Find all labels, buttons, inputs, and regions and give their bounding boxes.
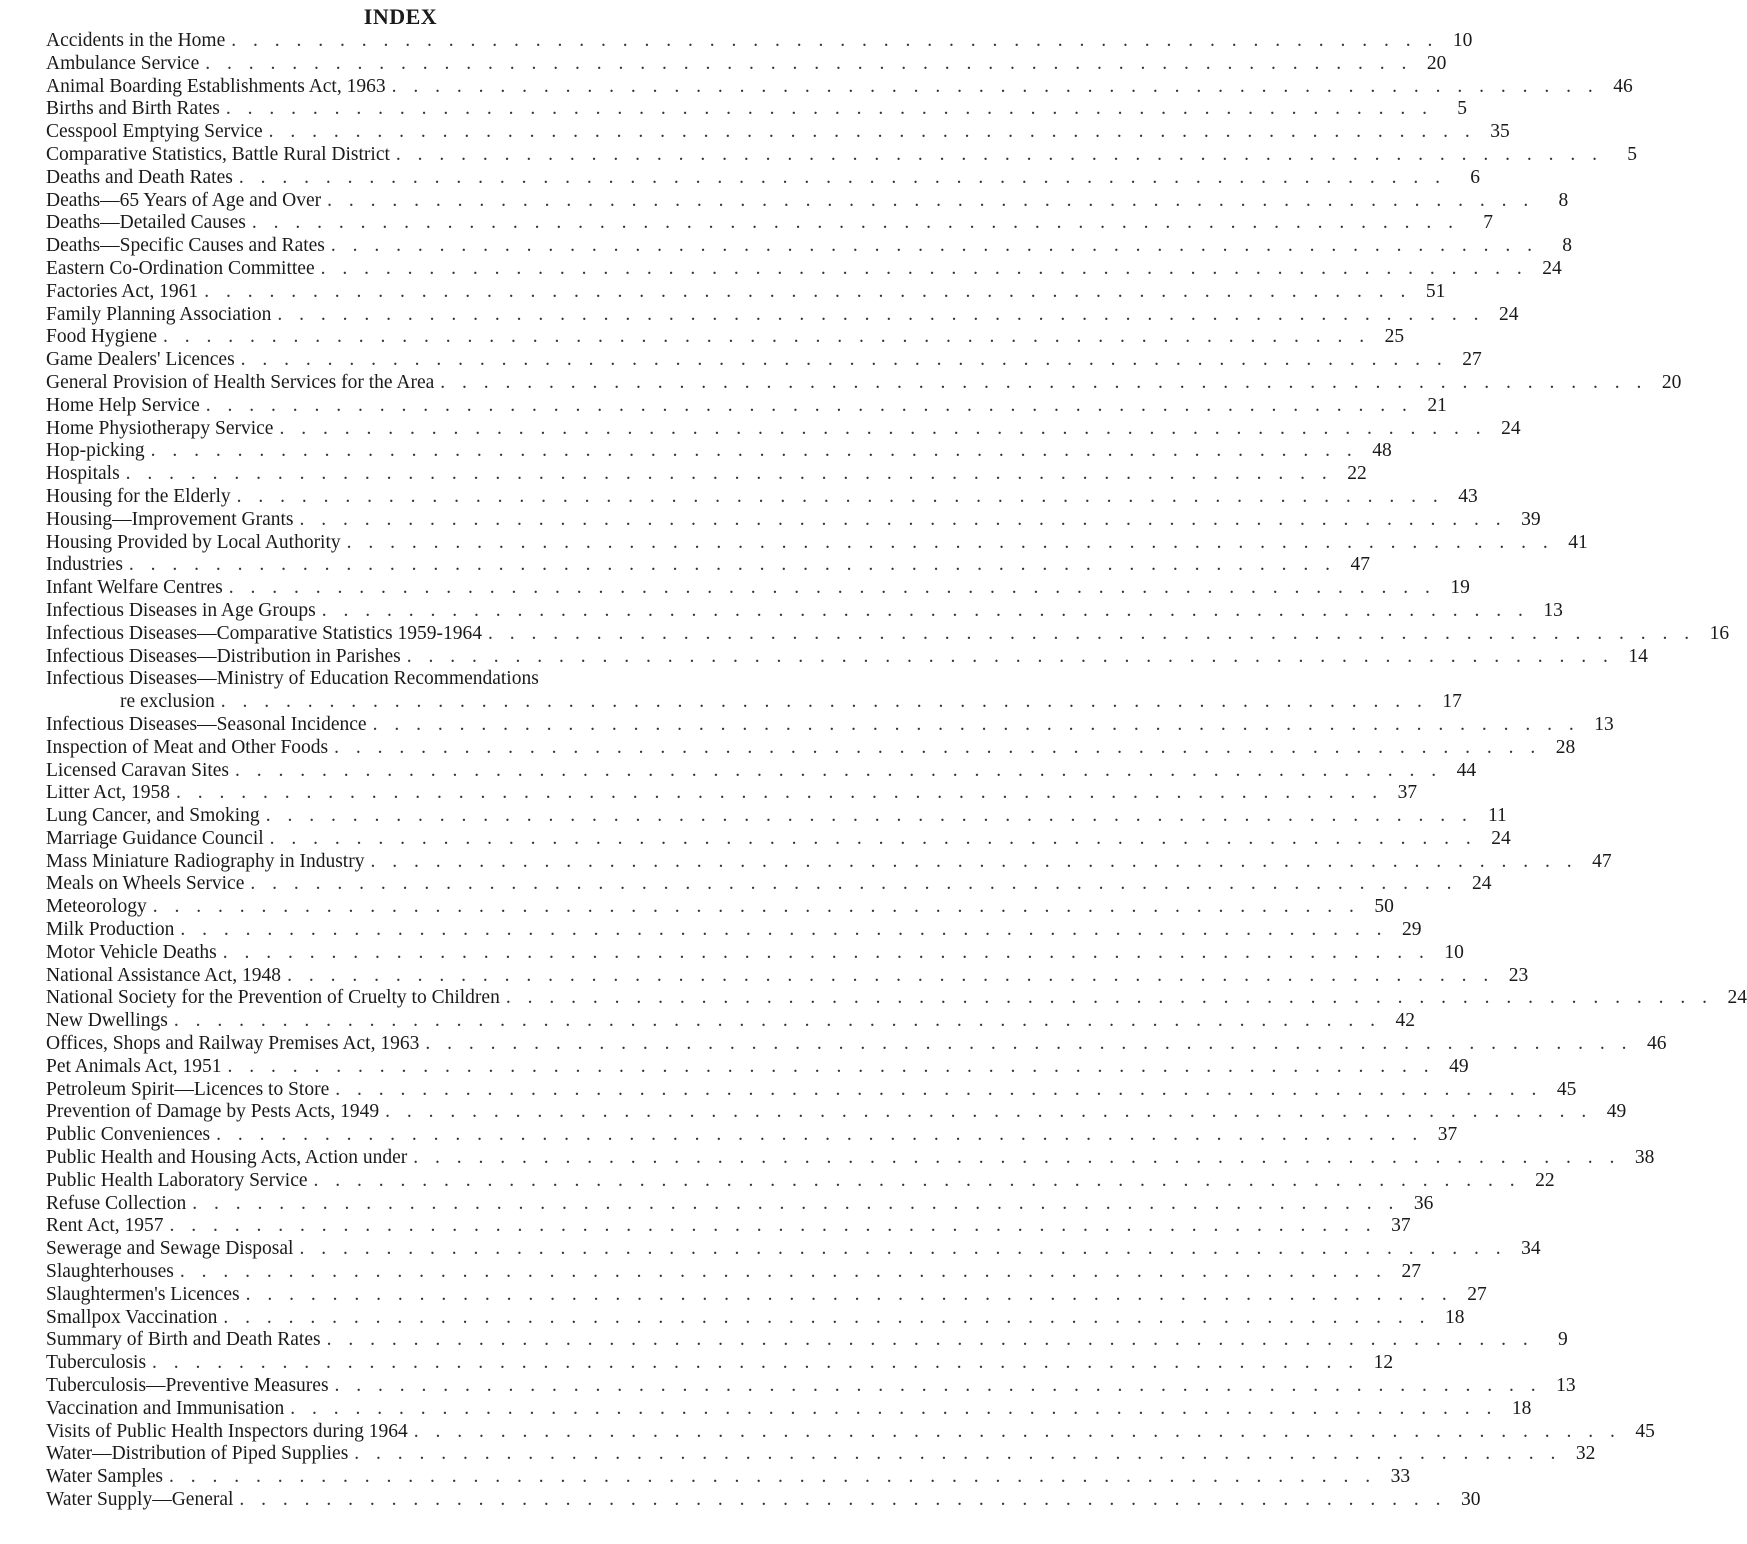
entry-page-number: 23 (1508, 964, 1529, 986)
entry-label: Comparative Statistics, Battle Rural District (46, 143, 390, 165)
index-entry (46, 485, 1478, 509)
entry-label: Inspection of Meat and Other Foods (46, 736, 329, 758)
dot-leader: . . . . . . . . . . . . . . . . . . . . . . . . . . . . . . . . . . . . . . . . . . . . . . . . . . . . . . . . (225, 98, 1433, 120)
entry-label: Deaths—65 Years of Age and Over (46, 189, 322, 211)
dot-leader: . . . . . . . . . . . . . . . . . . . . . . . . . . . . . . . . . . . . . . . . . . . . . . . . . . . . . . . . (227, 1055, 1435, 1077)
entry-page-number: 27 (1467, 1283, 1487, 1305)
entry-label: National Society for the Prevention of Cruelty to Children (46, 987, 500, 1009)
index-entry (46, 1466, 1411, 1489)
index-entry (46, 417, 1521, 441)
entry-label: Housing for the Elderly (46, 485, 231, 507)
index-entry (46, 1124, 1458, 1147)
index-entry (46, 1261, 1421, 1284)
entry-page-number: 9 (1557, 1329, 1568, 1351)
entry-label: Infectious Diseases—Ministry of Education Recommendations (46, 668, 539, 690)
index-entry (46, 508, 1541, 532)
entry-page-number: 11 (1488, 805, 1507, 827)
entry-page-number: 35 (1490, 121, 1510, 143)
dot-leader: . . . . . . . . . . . . . . . . . . . . . . . . . . . . . . . . . . . . . . . . . . . . . . . . . . . . . . . . (268, 121, 1476, 143)
dot-leader: . . . . . . . . . . . . . . . . . . . . . . . . . . . . . . . . . . . . . . . . . . . . . . . . . . . . . . . . (406, 645, 1614, 667)
index-entry (46, 440, 1392, 463)
entry-page-number: 8 (1558, 189, 1569, 211)
dot-leader: . . . . . . . . . . . . . . . . . . . . . . . . . . . . . . . . . . . . . . . . . . . . . . . . . . . . . . . . (223, 1306, 1431, 1328)
dot-leader: . . . . . . . . . . . . . . . . . . . . . . . . . . . . . . . . . . . . . . . . . . . . . . . . . . . . . . . . (269, 827, 1477, 849)
entry-label: Housing Provided by Local Authority (46, 531, 341, 553)
entry-page-number: 37 (1437, 1124, 1458, 1146)
dot-leader: . . . . . . . . . . . . . . . . . . . . . . . . . . . . . . . . . . . . . . . . . . . . . . . . . . . . . . . . (235, 759, 1443, 781)
entry-page-number: 12 (1373, 1352, 1394, 1374)
entry-page-number: 29 (1402, 919, 1422, 941)
entry-label: Infectious Diseases—Distribution in Parishes (46, 645, 401, 667)
entry-label: Infectious Diseases—Comparative Statistics 1959-1964 (46, 622, 482, 644)
entry-page-number: 27 (1462, 349, 1482, 371)
dot-leader: . . . . . . . . . . . . . . . . . . . . . . . . . . . . . . . . . . . . . . . . . . . . . . . . . . . . . . . . (173, 1010, 1381, 1032)
entry-label: Marriage Guidance Council (46, 827, 264, 849)
index-entry (46, 1033, 1667, 1056)
entry-label: Infant Welfare Centres (46, 577, 223, 599)
index-entry (46, 827, 1511, 851)
dot-leader: . . . . . . . . . . . . . . . . . . . . . . . . . . . . . . . . . . . . . . . . . . . . . . . . . . . . . . . . (204, 280, 1412, 302)
index-entry (46, 143, 1638, 167)
index-entry (46, 873, 1492, 896)
entry-page-number: 19 (1450, 577, 1470, 599)
dot-leader: . . . . . . . . . . . . . . . . . . . . . . . . . . . . . . . . . . . . . . . . . . . . . . . . . . . . . . . . (320, 257, 1528, 279)
entry-page-number: 20 (1661, 371, 1682, 393)
dot-leader: . . . . . . . . . . . . . . . . . . . . . . . . . . . . . . . . . . . . . . . . . . . . . . . . . . . . . . . . (216, 1124, 1424, 1146)
entry-label: Prevention of Damage by Pests Acts, 1949 (46, 1101, 380, 1123)
entry-page-number: 17 (1442, 691, 1462, 713)
dot-leader: . . . . . . . . . . . . . . . . . . . . . . . . . . . . . . . . . . . . . . . . . . . . . . . . . . . . . . . . (385, 1101, 1593, 1123)
dot-leader: . . . . . . . . . . . . . . . . . . . . . . . . . . . . . . . . . . . . . . . . . . . . . . . . . . . . . . . . (334, 736, 1542, 758)
index-entry (46, 212, 1493, 235)
entry-label: Factories Act, 1961 (46, 280, 199, 302)
dot-leader: . . . . . . . . . . . . . . . . . . . . . . . . . . . . . . . . . . . . . . . . . . . . . . . . . . . . . . . . (335, 1078, 1543, 1100)
dot-leader: . . . . . . . . . . . . . . . . . . . . . . . . . . . . . . . . . . . . . . . . . . . . . . . . . . . . . . . . (250, 873, 1458, 895)
entry-page-number: 46 (1613, 75, 1633, 97)
entry-label: Mass Miniature Radiography in Industry (46, 850, 365, 872)
dot-leader: . . . . . . . . . . . . . . . . . . . . . . . . . . . . . . . . . . . . . . . . . . . . . . . . . . . . . . . . (354, 1443, 1562, 1465)
entry-label: Infectious Diseases in Age Groups (46, 599, 316, 621)
entry-page-number: 16 (1709, 622, 1730, 644)
entry-label: Housing—Improvement Grants (46, 508, 294, 530)
entry-label: Public Health Laboratory Service (46, 1169, 308, 1191)
dot-leader: . . . . . . . . . . . . . . . . . . . . . . . . . . . . . . . . . . . . . . . . . . . . . . . . . . . . . . . . (125, 463, 1333, 485)
entry-page-number: 33 (1390, 1466, 1411, 1488)
entry-page-number: 43 (1458, 485, 1478, 507)
index-entry (46, 668, 1462, 714)
index-entry (46, 280, 1446, 304)
dot-leader: . . . . . . . . . . . . . . . . . . . . . . . . . . . . . . . . . . . . . . . . . . . . . . . . . . . . . . . . (150, 440, 1358, 462)
dot-leader: . . . . . . . . . . . . . . . . . . . . . . . . . . . . . . . . . . . . . . . . . . . . . . . . . . . . . . . . (238, 166, 1446, 188)
dot-leader: . . . . . . . . . . . . . . . . . . . . . . . . . . . . . . . . . . . . . . . . . . . . . . . . . . . . . . . . (179, 1261, 1387, 1283)
dot-leader: . . . . . . . . . . . . . . . . . . . . . . . . . . . . . . . . . . . . . . . . . . . . . . . . . . . . . . . . (245, 1283, 1453, 1305)
entry-page-number: 13 (1594, 713, 1614, 735)
dot-leader: . . . . . . . . . . . . . . . . . . . . . . . . . . . . . . . . . . . . . . . . . . . . . . . . . . . . . . . . (236, 485, 1444, 507)
entry-label: Lung Cancer, and Smoking (46, 805, 260, 827)
entry-label: Births and Birth Rates (46, 98, 220, 120)
entry-page-number: 25 (1384, 326, 1405, 348)
entry-label: Game Dealers' Licences (46, 349, 235, 371)
entry-label: Rent Act, 1957 (46, 1215, 164, 1237)
index-entry (46, 759, 1477, 783)
dot-leader: . . . . . . . . . . . . . . . . . . . . . . . . . . . . . . . . . . . . . . . . . . . . . . . . . . . . . . . . (163, 326, 1371, 348)
entry-page-number: 39 (1521, 508, 1541, 530)
dot-leader: . . . . . . . . . . . . . . . . . . . . . . . . . . . . . . . . . . . . . . . . . . . . . . . . . . . . . . . . (391, 75, 1599, 97)
entry-page-number: 14 (1628, 645, 1648, 667)
index-entry (46, 1169, 1555, 1193)
dot-leader: . . . . . . . . . . . . . . . . . . . . . . . . . . . . . . . . . . . . . . . . . . . . . . . . . . . . . . . . (128, 554, 1337, 576)
entry-page-number: 21 (1427, 394, 1447, 416)
entry-label: Food Hygiene (46, 326, 158, 348)
index-title: INDEX (363, 4, 438, 29)
index-entry (46, 75, 1633, 99)
entry-label: Visits of Public Health Inspectors during 1964 (46, 1420, 408, 1442)
dot-leader: . . . . . . . . . . . . . . . . . . . . . . . . . . . . . . . . . . . . . . . . . . . . . . . . . . . . . . . . (299, 1238, 1507, 1260)
entry-label: Deaths—Detailed Causes (46, 212, 246, 234)
dot-leader: . . . . . . . . . . . . . . . . . . . . . . . . . . . . . . . . . . . . . . . . . . . . . . . . . . . . . . . . (425, 1033, 1633, 1055)
index-entry (46, 1147, 1655, 1170)
index-entry (46, 599, 1563, 623)
entry-label: National Assistance Act, 1948 (46, 964, 282, 986)
entry-label: Sewerage and Sewage Disposal (46, 1238, 294, 1260)
entry-label: Home Help Service (46, 394, 200, 416)
index-entry (46, 1352, 1394, 1375)
entry-page-number: 10 (1444, 941, 1464, 963)
dot-leader: . . . . . . . . . . . . . . . . . . . . . . . . . . . . . . . . . . . . . . . . . . . . . . . . . . . . . . . . (152, 896, 1360, 918)
dot-leader: . . . . . . . . . . . . . . . . . . . . . . . . . . . . . . . . . . . . . . . . . . . . . . . . . . . . . . . . (277, 303, 1485, 325)
entry-label: Hop-picking (46, 440, 145, 462)
dot-leader: . . . . . . . . . . . . . . . . . . . . . . . . . . . . . . . . . . . . . . . . . . . . . . . . . . . . . . . . (222, 941, 1430, 963)
entry-page-number: 36 (1413, 1192, 1434, 1214)
entry-label: Home Physiotherapy Service (46, 417, 274, 439)
index-entry (46, 805, 1507, 828)
entry-page-number: 37 (1397, 782, 1418, 804)
entry-label: Licensed Caravan Sites (46, 759, 230, 781)
index-entry (46, 1283, 1487, 1307)
entry-page-number: 13 (1543, 599, 1563, 621)
index-entry (46, 987, 1747, 1010)
entry-label: Ambulance Service (46, 52, 200, 74)
entry-page-number: 22 (1347, 463, 1367, 485)
entry-page-number: 49 (1606, 1101, 1627, 1123)
entry-page-number: 24 (1498, 303, 1519, 325)
entry-label: Smallpox Vaccination (46, 1306, 218, 1328)
entry-label: Water Supply—General (46, 1489, 234, 1510)
index-entry (46, 554, 1371, 577)
entry-page-number: 41 (1568, 531, 1588, 553)
index-entry (46, 1443, 1596, 1466)
entry-page-number: 30 (1461, 1489, 1481, 1510)
entry-page-number: 24 (1491, 827, 1511, 849)
entry-page-number: 38 (1634, 1147, 1655, 1169)
entry-label: Tuberculosis—Preventive Measures (46, 1375, 329, 1397)
index-entry (46, 1375, 1576, 1398)
dot-leader: . . . . . . . . . . . . . . . . . . . . . . . . . . . . . . . . . . . . . . . . . . . . . . . . . . . . . . . . (169, 1215, 1377, 1237)
dot-leader: . . . . . . . . . . . . . . . . . . . . . . . . . . . . . . . . . . . . . . . . . . . . . . . . . . . . . . . . (321, 599, 1529, 621)
entry-page-number: 37 (1391, 1215, 1411, 1237)
entry-label: Summary of Birth and Death Rates (46, 1329, 321, 1351)
entry-page-number: 5 (1457, 98, 1467, 120)
entry-label: Litter Act, 1958 (46, 782, 171, 804)
dot-leader: . . . . . . . . . . . . . . . . . . . . . . . . . . . . . . . . . . . . . . . . . . . . . . . . . . . . . . . . (240, 349, 1448, 371)
index-entry (46, 782, 1418, 805)
entry-label: Petroleum Spirit—Licences to Store (46, 1078, 330, 1100)
index-entry (46, 1238, 1541, 1261)
dot-leader: . . . . . . . . . . . . . . . . . . . . . . . . . . . . . . . . . . . . . . . . . . . . . . . . . . . . . . . . (313, 1169, 1521, 1191)
entry-label: Meteorology (46, 896, 147, 918)
dot-leader: . . . . . . . . . . . . . . . . . . . . . . . . . . . . . . . . . . . . . . . . . . . . . . . . . . . . . . . . (205, 52, 1413, 74)
index-entry (46, 121, 1510, 144)
entry-label: Tuberculosis (46, 1352, 147, 1374)
index-entry (46, 189, 1569, 213)
entry-label: Pet Animals Act, 1951 (46, 1055, 222, 1077)
entry-page-number: 13 (1556, 1375, 1576, 1397)
index-entry (46, 98, 1467, 121)
index-entry (46, 1010, 1415, 1033)
entry-page-number: 18 (1444, 1306, 1465, 1328)
entry-page-number: 45 (1556, 1078, 1577, 1100)
entry-label: Public Conveniences (46, 1124, 211, 1146)
dot-leader: . . . . . . . . . . . . . . . . . . . . . . . . . . . . . . . . . . . . . . . . . . . . . . . . . . . . . . . . (370, 850, 1578, 872)
entry-label: Offices, Shops and Railway Premises Act, 1963 (46, 1033, 420, 1055)
index-entry (46, 257, 1562, 281)
entry-page-number: 48 (1372, 440, 1392, 462)
index-entry (46, 371, 1682, 395)
entry-page-number: 45 (1635, 1420, 1655, 1442)
entry-page-number: 24 (1542, 257, 1562, 279)
entry-page-number: 18 (1511, 1397, 1532, 1419)
index-entry (46, 1215, 1411, 1238)
index-entry (46, 577, 1470, 600)
entry-label: re exclusion (120, 691, 215, 713)
dot-leader: . . . . . . . . . . . . . . . . . . . . . . . . . . . . . . . . . . . . . . . . . . . . . . . . . . . . . . . . (413, 1420, 1621, 1442)
entry-page-number: 28 (1555, 736, 1576, 758)
entry-page-number: 51 (1425, 280, 1446, 302)
index-entry (46, 713, 1614, 737)
entry-page-number: 24 (1472, 873, 1492, 895)
index-entry (46, 896, 1394, 919)
dot-leader: . . . . . . . . . . . . . . . . . . . . . . . . . . . . . . . . . . . . . . . . . . . . . . . . . . . . . . . . (299, 508, 1507, 530)
entry-page-number: 32 (1575, 1443, 1596, 1465)
dot-leader: . . . . . . . . . . . . . . . . . . . . . . . . . . . . . . . . . . . . . . . . . . . . . . . . . . . . . . . . (395, 143, 1604, 165)
dot-leader: . . . . . . . . . . . . . . . . . . . . . . . . . . . . . . . . . . . . . . . . . . . . . . . . . . . . . . . . (334, 1375, 1542, 1397)
index-entry (46, 531, 1588, 555)
entry-label: Hospitals (46, 463, 120, 485)
index-entry (46, 1192, 1434, 1216)
entry-page-number: 24 (1501, 417, 1521, 439)
dot-leader: . . . . . . . . . . . . . . . . . . . . . . . . . . . . . . . . . . . . . . . . . . . . . . . . . . . . . . . . (152, 1352, 1360, 1374)
index-entry (46, 1101, 1627, 1124)
index-entry (46, 919, 1422, 942)
dot-leader: . . . . . . . . . . . . . . . . . . . . . . . . . . . . . . . . . . . . . . . . . . . . . . . . . . . . . . . . (440, 371, 1648, 393)
dot-leader: . . . . . . . . . . . . . . . . . . . . . . . . . . . . . . . . . . . . . . . . . . . . . . . . . . . . . . . . (251, 212, 1459, 234)
index-entry (46, 394, 1447, 418)
dot-leader: . . . . . . . . . . . . . . . . . . . . . . . . . . . . . . . . . . . . . . . . . . . . . . . . . . . . . . . . (279, 417, 1487, 439)
index-entry (46, 941, 1464, 965)
entry-label: Deaths and Death Rates (46, 166, 233, 188)
index-entry (46, 736, 1576, 760)
dot-leader: . . . . . . . . . . . . . . . . . . . . . . . . . . . . . . . . . . . . . . . . . . . . . . . . . . . . . . . . (180, 919, 1388, 941)
index-entry (46, 349, 1482, 372)
entry-page-number: 27 (1401, 1261, 1421, 1283)
entry-page-number: 8 (1562, 235, 1573, 257)
dot-leader: . . . . . . . . . . . . . . . . . . . . . . . . . . . . . . . . . . . . . . . . . . . . . . . . . . . . . . . . (169, 1466, 1377, 1488)
dot-leader: . . . . . . . . . . . . . . . . . . . . . . . . . . . . . . . . . . . . . . . . . . . . . . . . . . . . . . . . (290, 1397, 1498, 1419)
entry-page-number: 49 (1449, 1055, 1469, 1077)
entry-page-number: 10 (1452, 30, 1473, 51)
index-entry (46, 964, 1529, 988)
index-entry (46, 1329, 1568, 1352)
dot-leader: . . . . . . . . . . . . . . . . . . . . . . . . . . . . . . . . . . . . . . . . . . . . . . . . . . . . . . . . (413, 1147, 1621, 1169)
entry-label: Public Health and Housing Acts, Action under (46, 1147, 408, 1169)
entry-label: Vaccination and Immunisation (46, 1397, 285, 1419)
index-entry (46, 850, 1612, 874)
entry-page-number: 44 (1456, 759, 1477, 781)
dot-leader: . . . . . . . . . . . . . . . . . . . . . . . . . . . . . . . . . . . . . . . . . . . . . . . . . . . . . . . . (372, 713, 1580, 735)
index-entry (46, 52, 1447, 76)
entry-page-number: 7 (1483, 212, 1493, 234)
entry-label: Slaughterhouses (46, 1261, 174, 1283)
entry-label: Family Planning Association (46, 303, 272, 325)
dot-leader: . . . . . . . . . . . . . . . . . . . . . . . . . . . . . . . . . . . . . . . . . . . . . . . . . . . . . . . . (176, 782, 1384, 804)
index-entry (46, 235, 1573, 258)
entry-page-number: 24 (1727, 987, 1747, 1009)
entry-label: Water—Distribution of Piped Supplies (46, 1443, 349, 1465)
entry-label: Animal Boarding Establishments Act, 1963 (46, 75, 386, 97)
index-entry (46, 622, 1730, 646)
index-entry (46, 326, 1405, 349)
dot-leader: . . . . . . . . . . . . . . . . . . . . . . . . . . . . . . . . . . . . . . . . . . . . . . . . . . . . . . . . (287, 964, 1495, 986)
entry-label: Water Samples (46, 1466, 164, 1488)
entry-page-number: 22 (1535, 1169, 1555, 1191)
index-entry (46, 166, 1480, 190)
entry-label: General Provision of Health Services for the Area (46, 371, 435, 393)
entry-label: Slaughtermen's Licences (46, 1283, 240, 1305)
entry-label: New Dwellings (46, 1010, 168, 1032)
index-entry (46, 1078, 1577, 1102)
dot-leader: . . . . . . . . . . . . . . . . . . . . . . . . . . . . . . . . . . . . . . . . . . . . . . . . . . . . . . . . (231, 30, 1439, 51)
index-entry (46, 1055, 1469, 1079)
index-entry (46, 1489, 1481, 1512)
dot-leader: . . . . . . . . . . . . . . . . . . . . . . . . . . . . . . . . . . . . . . . . . . . . . . . . . . . . . . . . (326, 1329, 1534, 1351)
index-entry (46, 30, 1473, 53)
index-entry (46, 1420, 1655, 1444)
index-entry (46, 303, 1519, 327)
dot-leader: . . . . . . . . . . . . . . . . . . . . . . . . . . . . . . . . . . . . . . . . . . . . . . . . . . . . . . . . (228, 577, 1436, 599)
index-list (46, 30, 1747, 1512)
entry-label: Accidents in the Home (46, 30, 226, 51)
index-entry (46, 1397, 1532, 1421)
entry-label: Infectious Diseases—Seasonal Incidence (46, 713, 367, 735)
entry-page-number: 6 (1470, 166, 1480, 188)
entry-page-number: 5 (1627, 143, 1638, 165)
entry-page-number: 47 (1350, 554, 1371, 576)
dot-leader: . . . . . . . . . . . . . . . . . . . . . . . . . . . . . . . . . . . . . . . . . . . . . . . . . . . . . . . . (239, 1489, 1447, 1510)
entry-label: Cesspool Emptying Service (46, 121, 263, 143)
entry-label: Eastern Co-Ordination Committee (46, 257, 315, 279)
dot-leader: . . . . . . . . . . . . . . . . . . . . . . . . . . . . . . . . . . . . . . . . . . . . . . . . . . . . . . . . (346, 531, 1554, 553)
dot-leader: . . . . . . . . . . . . . . . . . . . . . . . . . . . . . . . . . . . . . . . . . . . . . . . . . . . . . . . . (220, 691, 1428, 713)
entry-page-number: 47 (1592, 850, 1612, 872)
dot-leader: . . . . . . . . . . . . . . . . . . . . . . . . . . . . . . . . . . . . . . . . . . . . . . . . . . . . . . . . (330, 235, 1539, 257)
entry-label: Meals on Wheels Service (46, 873, 245, 895)
entry-page-number: 34 (1521, 1238, 1541, 1260)
dot-leader: . . . . . . . . . . . . . . . . . . . . . . . . . . . . . . . . . . . . . . . . . . . . . . . . . . . . . . . . (487, 622, 1696, 644)
entry-label: Motor Vehicle Deaths (46, 941, 217, 963)
entry-page-number: 46 (1646, 1033, 1667, 1055)
entry-page-number: 50 (1374, 896, 1394, 918)
entry-label: Refuse Collection (46, 1192, 187, 1214)
entry-label: Industries (46, 554, 123, 576)
entry-page-number: 42 (1395, 1010, 1415, 1032)
index-entry (46, 463, 1367, 486)
dot-leader: . . . . . . . . . . . . . . . . . . . . . . . . . . . . . . . . . . . . . . . . . . . . . . . . . . . . . . . . (205, 394, 1413, 416)
index-entry (46, 645, 1648, 669)
dot-leader: . . . . . . . . . . . . . . . . . . . . . . . . . . . . . . . . . . . . . . . . . . . . . . . . . . . . . . . . (327, 189, 1535, 211)
entry-page-number: 20 (1426, 52, 1447, 74)
dot-leader: . . . . . . . . . . . . . . . . . . . . . . . . . . . . . . . . . . . . . . . . . . . . . . . . . . . . . . . . (265, 805, 1473, 827)
entry-label: Milk Production (46, 919, 175, 941)
index-entry (46, 1306, 1465, 1330)
dot-leader: . . . . . . . . . . . . . . . . . . . . . . . . . . . . . . . . . . . . . . . . . . . . . . . . . . . . . . . . (192, 1192, 1400, 1214)
dot-leader: . . . . . . . . . . . . . . . . . . . . . . . . . . . . . . . . . . . . . . . . . . . . . . . . . . . . . . . . (505, 987, 1713, 1009)
entry-label: Deaths—Specific Causes and Rates (46, 235, 325, 257)
